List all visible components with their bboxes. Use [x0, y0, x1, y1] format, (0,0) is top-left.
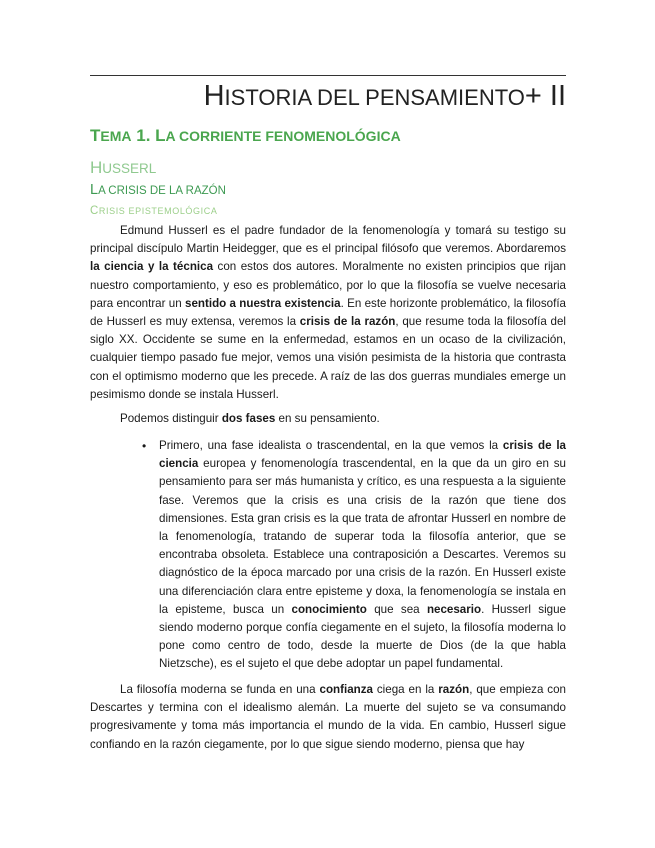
section-rest: USSERL — [102, 161, 157, 176]
bold-run: razón — [438, 683, 470, 696]
phases-list — [90, 437, 566, 674]
text-run: Podemos distinguir — [120, 412, 222, 425]
paragraph-intro — [90, 222, 566, 404]
section-initial: H — [90, 158, 103, 177]
tema-number: 1. — [131, 126, 156, 145]
subsection-initial: L — [90, 182, 99, 198]
subsubsection-rest: RISIS EPISTEMOLÓGICA — [98, 206, 218, 216]
text-run: europea y fenomenología trascendental, en la que da un giro en su pensamiento para ser más humanista y crítico, es una respuesta a la siguiente fase. Veremos que la crisis es una crisis de la razón que tiene dos dimensiones. Esta gran crisis es la que trata de afrontar Husserl en nombre de la fenomenología, tratando de superar toda la filosofía anterior, que se encontraba obsoleta. Establece una contraposición a Descartes. Veremos su diagnóstico de la época marcado por una crisis de la razón. En Husserl existe una diferenciación clara entre episteme y doxa, la fenomenología se instala en la episteme, busca un — [159, 457, 566, 616]
subsection-heading — [90, 182, 226, 198]
header-rule — [90, 75, 566, 76]
bold-run: conocimiento — [291, 602, 367, 616]
text-run: La filosofía moderna se funda en una — [120, 683, 320, 696]
paragraph-phases — [90, 410, 566, 428]
bold-run: sentido a nuestra existencia — [185, 296, 341, 310]
paragraph-modern — [90, 681, 566, 754]
tema-heading — [90, 126, 401, 146]
text-run: . En este horizonte problemático, la filosofía de Husserl es muy extensa, veremos la — [90, 296, 566, 329]
text-run: , que empieza con Descartes y termina con el idealismo alemán. La muerte del sujeto se va consumando progresivamente y toma más importancia el mundo de la vida. En cambio, Husserl sigue confiando en la razón ciegamente, por lo que sigue siendo moderno, piensa que hay — [90, 683, 567, 751]
title-initial: H — [203, 80, 225, 112]
bold-run: crisis de la ciencia — [159, 439, 566, 471]
tema-initial: T — [90, 126, 101, 145]
text-run: Primero, una fase idealista o trascendental, en la que vemos la — [159, 439, 503, 452]
text-run: con estos dos autores. Moralmente no existen principios que rijan nuestro comportamiento, y eso es problemático, por lo que la filosofía se vuelve necesaria para encontrar un — [90, 260, 566, 310]
bold-run: la ciencia y la técnica — [90, 260, 214, 274]
text-run: Edmund Husserl es el padre fundador de la fenomenología y tomará su testigo su principal discípulo Martin Heidegger, que es el principal filósofo que veremos. Abordaremos — [90, 224, 566, 256]
subsubsection-initial: C — [90, 205, 99, 217]
text-run: que sea — [366, 602, 427, 616]
title-rest: ISTORIA DEL PENSAMIENTO — [224, 85, 525, 110]
tema-title-rest: A CORRIENTE FENOMENOLÓGICA — [165, 128, 401, 144]
section-heading — [90, 158, 156, 178]
tema-word: EMA — [100, 128, 132, 144]
text-run: ciega en la — [372, 683, 439, 696]
tema-title-initial: L — [155, 126, 166, 145]
document-title — [204, 80, 566, 113]
bold-run: confianza — [319, 683, 373, 696]
title-suffix: + II — [524, 80, 566, 112]
list-item — [90, 437, 566, 674]
bold-run: dos fases — [221, 412, 276, 425]
bullet-icon: • — [142, 439, 147, 453]
subsection-rest: A CRISIS DE LA RAZÓN — [98, 185, 226, 197]
text-run: en su pensamiento. — [275, 412, 380, 425]
text-run: . Husserl sigue siendo moderno porque confía ciegamente en el sujeto, la filosofía moderna lo pone como centro de todo, desde la muerte de Dios (de la que habla Nietzsche), es el sujeto el que debe adoptar un papel fundamental. — [159, 602, 566, 671]
bold-run: necesario — [426, 602, 482, 616]
text-run: , que resume toda la filosofía del siglo XX. Occidente se sume en la enfermedad, estamos en un ocaso de la civilización, cualquier tiempo pasado fue mejor, vemos una visión pesimista de la historia que contrasta con el optimismo moderno que les precede. A raíz de las dos guerras mundiales emerge un pesimismo donde se instala Husserl. — [90, 315, 566, 401]
subsubsection-heading — [90, 205, 217, 217]
bold-run: crisis de la razón — [299, 315, 396, 329]
